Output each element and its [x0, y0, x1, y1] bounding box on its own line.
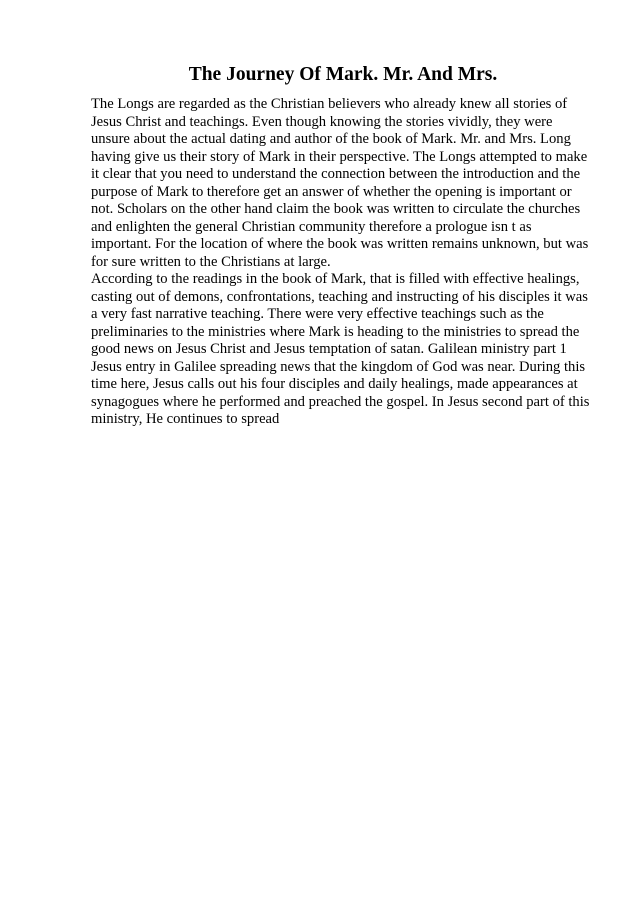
- body-line: it clear that you need to understand the connection between the introduction and the: [91, 166, 581, 182]
- body-line: According to the readings in the book of Mark, that is filled with effective healings,: [91, 271, 580, 287]
- body-line: and enlighten the general Christian community therefore a prologue isn t as: [91, 218, 532, 235]
- body-line: Jesus entry in Galilee spreading news that the kingdom of God was near. During this: [91, 358, 586, 375]
- body-line: synagogues where he performed and preached the gospel. In Jesus second part of this: [91, 393, 590, 410]
- document-body: [91, 96, 596, 429]
- document-title: The Journey Of Mark. Mr. And Mrs.: [188, 64, 498, 85]
- body-line: casting out of demons, confrontations, teaching and instructing of his disciples it was: [91, 288, 588, 305]
- body-line: The Longs are regarded as the Christian believers who already knew all stories of: [91, 96, 568, 112]
- body-line: for sure written to the Christians at large.: [91, 253, 331, 270]
- body-line: a very fast narrative teaching. There were very effective teachings such as the: [91, 306, 544, 322]
- body-line: purpose of Mark to therefore get an answer of whether the opening is important or: [91, 183, 572, 200]
- body-line: unsure about the actual dating and author of the book of Mark. Mr. and Mrs. Long: [91, 131, 571, 147]
- body-line: preliminaries to the ministries where Mark is heading to the ministries to spread the: [91, 323, 580, 340]
- body-line: ministry, He continues to spread: [91, 411, 280, 427]
- body-line: Jesus Christ and teachings. Even though knowing the stories vividly, they were: [91, 113, 553, 130]
- body-line: important. For the location of where the book was written remains unknown, but was: [91, 236, 589, 252]
- body-line: having give us their story of Mark in their perspective. The Longs attempted to make: [91, 148, 588, 165]
- body-line: time here, Jesus calls out his four disciples and daily healings, made appearances at: [91, 376, 578, 392]
- body-line: not. Scholars on the other hand claim the book was written to circulate the churches: [91, 201, 581, 217]
- body-line: good news on Jesus Christ and Jesus temptation of satan. Galilean ministry part 1: [91, 341, 567, 357]
